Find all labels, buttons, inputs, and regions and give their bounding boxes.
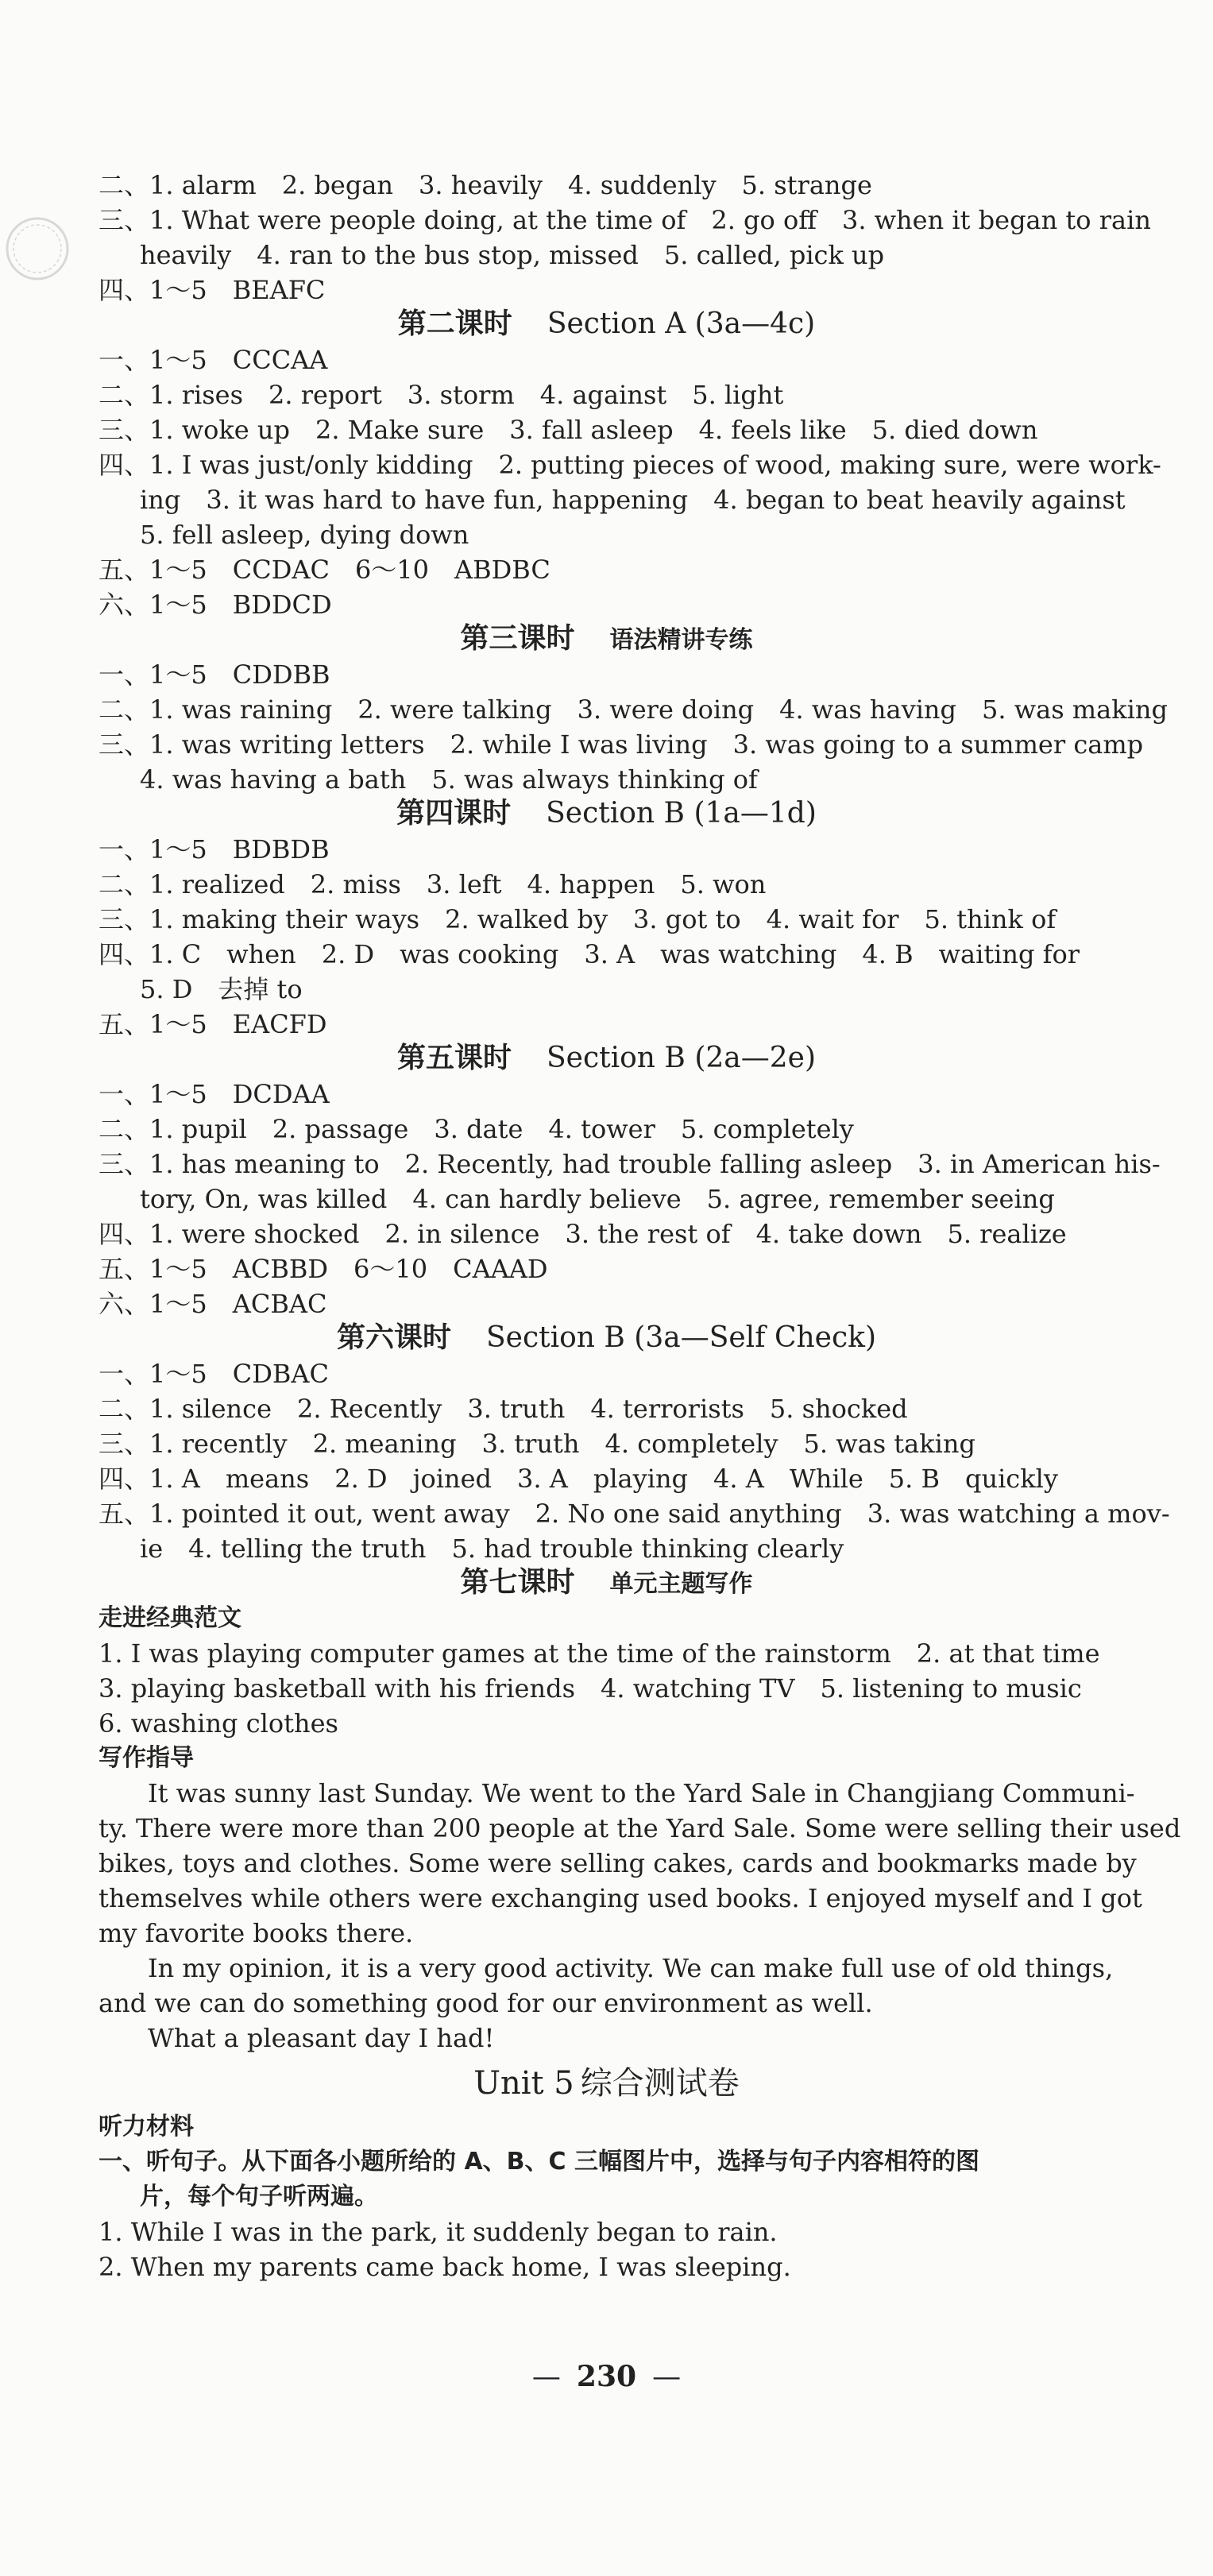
answer-line: 3. playing basketball with his friends 4. watching TV 5. listening to music [99,1673,1082,1704]
answer-line: 三、1. making their ways 2. walked by 3. got to 4. wait for 5. think of [99,904,1057,934]
essay-line: and we can do something good for our environment as well. [99,1988,873,2018]
lesson-heading: 第三课时 语法精讲专练 [460,622,753,655]
lesson-heading: 第六课时 Section B (3a—Self Check) [336,1321,877,1354]
answer-line: 三、1. What were people doing, at the time of 2. go off 3. when it began to rain [99,205,1151,235]
answer-line: 6. washing clothes [99,1708,338,1739]
answer-line: 二、1. rises 2. report 3. storm 4. against 5. light [99,380,784,410]
answer-line: 三、1. woke up 2. Make sure 3. fall asleep 4. feels like 5. died down [99,415,1038,445]
essay-line: It was sunny last Sunday. We went to the Yard Sale in Changjiang Communi- [148,1778,1135,1808]
answer-line: 二、1. was raining 2. were talking 3. were doing 4. was having 5. was making [99,694,1168,725]
answer-line: 二、1. realized 2. miss 3. left 4. happen 5. won [99,869,767,899]
lesson-heading: 第四课时 Section B (1a—1d) [396,797,817,830]
essay-line: In my opinion, it is a very good activity. We can make full use of old things, [148,1953,1114,1983]
stamp-seal-icon [3,215,71,283]
answer-line: ie 4. telling the truth 5. had trouble thinking clearly [140,1534,844,1564]
answer-line: 五、1～5 ACBBD 6～10 CAAAD [99,1254,548,1284]
answer-line: 六、1～5 ACBAC [99,1289,327,1319]
essay-line: bikes, toys and clothes. Some were selling cakes, cards and bookmarks made by [99,1848,1137,1878]
section-label: 走进经典范文 [99,1604,241,1632]
essay-line: What a pleasant day I had! [148,2023,495,2053]
answer-line: 一、1～5 CCCAA [99,345,328,375]
essay-line: themselves while others were exchanging used books. I enjoyed myself and I got [99,1883,1142,1913]
answer-line: 四、1～5 BEAFC [99,275,326,305]
answer-line: heavily 4. ran to the bus stop, missed 5. called, pick up [140,240,885,270]
answer-line: 三、1. was writing letters 2. while I was living 3. was going to a summer camp [99,729,1144,760]
answer-line: 三、1. recently 2. meaning 3. truth 4. completely 5. was taking [99,1429,975,1459]
answer-line: 5. fell asleep, dying down [140,520,469,550]
answer-line: 二、1. pupil 2. passage 3. date 4. tower 5. completely [99,1114,854,1144]
section-label: 写作指导 [99,1744,194,1772]
lesson-heading: 第七课时 单元主题写作 [460,1566,753,1599]
essay-line: my favorite books there. [99,1918,414,1948]
answer-line: 三、1. has meaning to 2. Recently, had trouble falling asleep 3. in American his- [99,1149,1161,1179]
answer-line: 一、1～5 CDDBB [99,659,330,690]
answer-line: 二、1. alarm 2. began 3. heavily 4. suddenly 5. strange [99,170,872,200]
answer-line: 四、1. I was just/only kidding 2. putting pieces of wood, making sure, were work- [99,450,1161,480]
unit-test-title: Unit 5 综合测试卷 [473,2065,740,2102]
answer-line: 5. D 去掉 to [140,974,303,1004]
answer-line: 二、1. silence 2. Recently 3. truth 4. terrorists 5. shocked [99,1394,908,1424]
lesson-heading: 第二课时 Section A (3a—4c) [397,307,816,340]
answer-line: 一、1～5 BDBDB [99,834,330,864]
answer-line: 五、1～5 CCDAC 6～10 ABDBC [99,555,550,585]
listening-line: 1. While I was in the park, it suddenly began to rain. [99,2217,778,2247]
answer-line: 五、1. pointed it out, went away 2. No one said anything 3. was watching a mov- [99,1499,1170,1529]
answer-line: 一、1～5 DCDAA [99,1079,330,1109]
answer-line: 六、1～5 BDDCD [99,590,332,620]
answer-line: tory, On, was killed 4. can hardly believe 5. agree, remember seeing [140,1184,1055,1214]
answer-line: 四、1. were shocked 2. in silence 3. the rest of 4. take down 5. realize [99,1219,1067,1249]
page-number: — 230 — [531,2360,682,2393]
lesson-heading: 第五课时 Section B (2a—2e) [397,1042,816,1074]
answer-line: 1. I was playing computer games at the time of the rainstorm 2. at that time [99,1638,1100,1669]
answer-line: 四、1. C when 2. D was cooking 3. A was watching 4. B waiting for [99,939,1080,969]
answer-line: 4. was having a bath 5. was always thinking of [140,764,758,795]
essay-line: ty. There were more than 200 people at the Yard Sale. Some were selling their used [99,1813,1181,1843]
listening-line: 2. When my parents came back home, I was sleeping. [99,2252,791,2282]
answer-line: ing 3. it was hard to have fun, happening 4. began to beat heavily against [140,485,1126,515]
answer-line: 四、1. A means 2. D joined 3. A playing 4. A While 5. B quickly [99,1464,1058,1494]
answer-line: 五、1～5 EACFD [99,1009,327,1039]
question-instruction: 一、听句子。从下面各小题所给的 A、B、C 三幅图片中，选择与句子内容相符的图 [99,2148,979,2176]
section-label: 听力材料 [99,2113,194,2141]
answer-line: 一、1～5 CDBAC [99,1359,329,1389]
question-instruction: 片，每个句子听两遍。 [140,2183,378,2210]
